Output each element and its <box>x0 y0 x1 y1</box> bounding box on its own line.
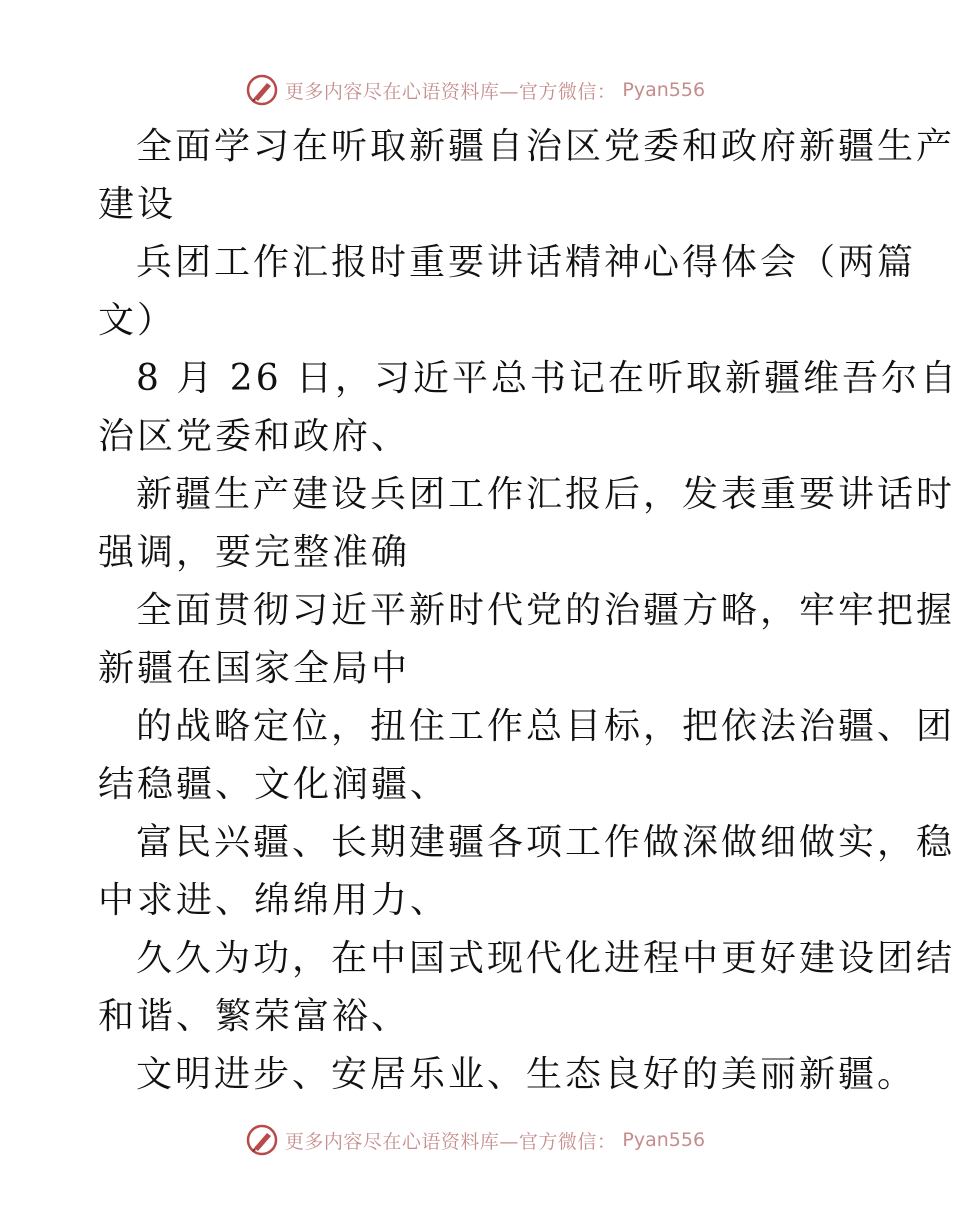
document-body <box>98 118 959 1104</box>
text-line: 建设 <box>98 184 177 225</box>
text-line: 文） <box>98 300 177 341</box>
text-line: 全面学习在听取新疆自治区党委和政府新疆生产 <box>136 126 956 167</box>
text-line: 全面贯彻习近平新时代党的治疆方略，牢牢把握 <box>136 590 956 631</box>
text-line: 兵团工作汇报时重要讲话精神心得体会（两篇 <box>136 242 917 283</box>
header-watermark <box>0 70 950 110</box>
text-line: 治区党委和政府、 <box>98 416 411 457</box>
text-line: 和谐、繁荣富裕、 <box>98 996 411 1037</box>
watermark-text: 更多内容尽在心语资料库—官方微信： <box>284 80 617 103</box>
watermark-text: 更多内容尽在心语资料库—官方微信： <box>284 1130 617 1153</box>
footer-watermark <box>0 1120 950 1160</box>
text-line: 强调，要完整准确 <box>98 532 411 573</box>
watermark-account: Pyan556 <box>622 79 706 101</box>
watermark-account: Pyan556 <box>622 1129 706 1151</box>
text-line: 新疆在国家全局中 <box>98 648 411 689</box>
text-line: 的战略定位，扭住工作总目标，把依法治疆、团 <box>136 706 956 747</box>
text-line: 久久为功，在中国式现代化进程中更好建设团结 <box>136 938 956 979</box>
text-line: 富民兴疆、长期建疆各项工作做深做细做实，稳 <box>136 822 956 863</box>
text-line: 文明进步、安居乐业、生态良好的美丽新疆。 <box>136 1054 917 1095</box>
text-line: 中求进、绵绵用力、 <box>98 880 450 921</box>
text-line: 8 月 26 日，习近平总书记在听取新疆维吾尔自 <box>136 358 959 399</box>
text-line: 结稳疆、文化润疆、 <box>98 764 450 805</box>
pen-logo-icon <box>245 1123 279 1157</box>
text-line: 新疆生产建设兵团工作汇报后，发表重要讲话时 <box>136 474 956 515</box>
pen-logo-icon <box>245 73 279 107</box>
